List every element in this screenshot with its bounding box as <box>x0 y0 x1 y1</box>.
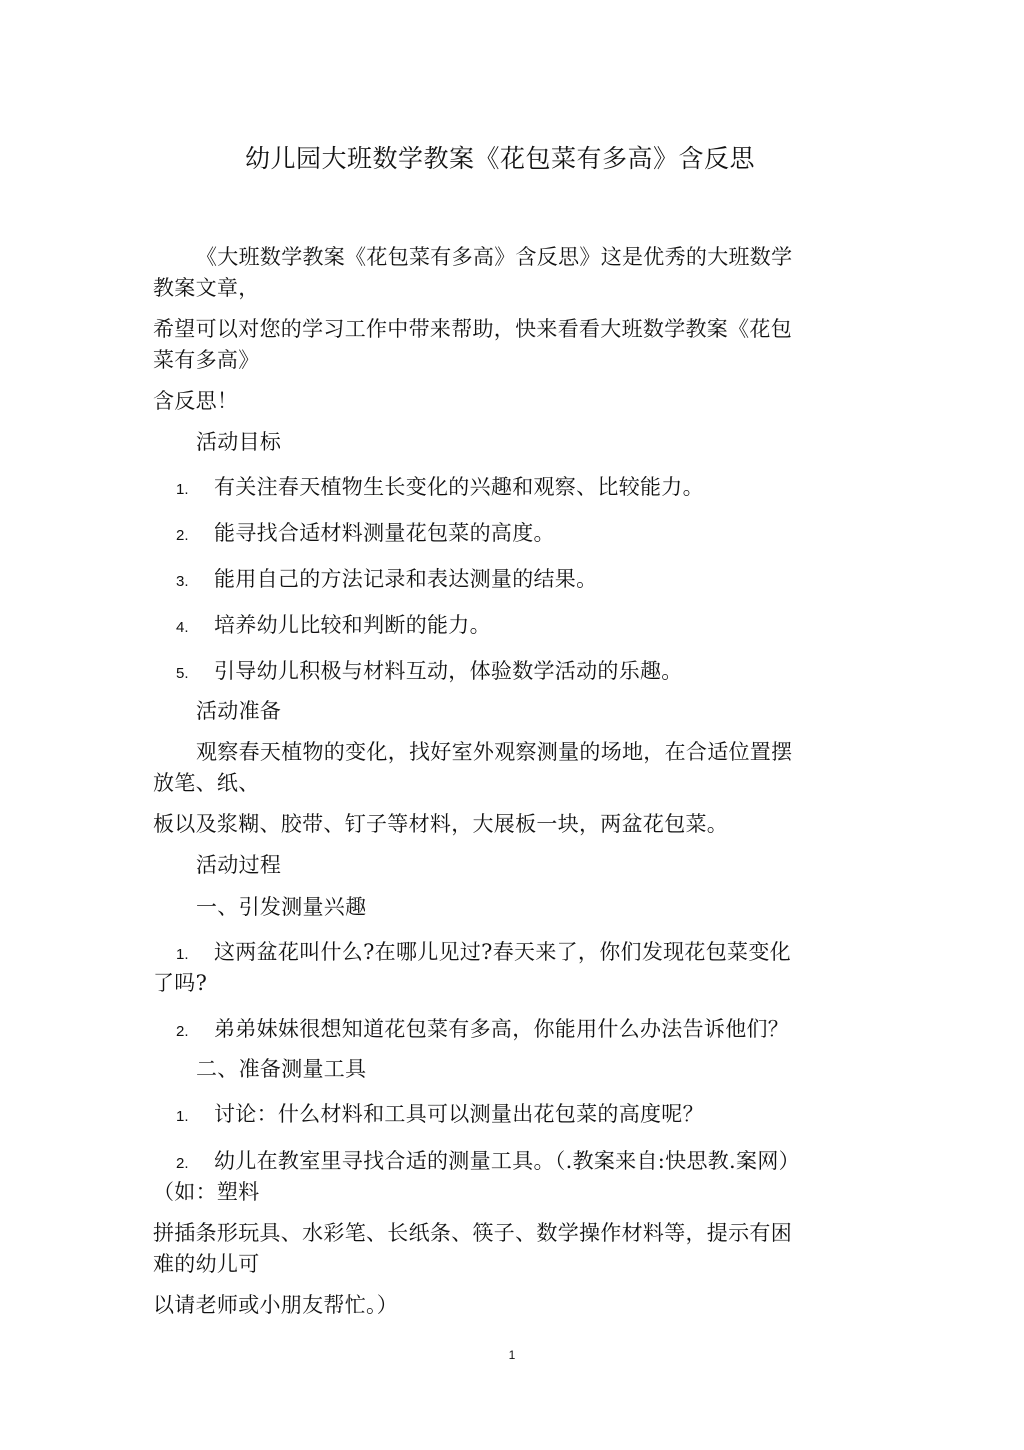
page-number: 1 <box>508 1348 516 1362</box>
process-item: 以请老师或小朋友帮忙。） <box>153 1293 399 1317</box>
process-item: 拼插条形玩具、水彩笔、长纸条、筷子、数学操作材料等，提示有困 <box>153 1221 792 1245</box>
section-heading: 二、准备测量工具 <box>196 1057 367 1081</box>
intro-line: 《大班数学教案《花包菜有多高》含反思》这是优秀的大班数学 <box>196 245 793 269</box>
process-heading: 活动过程 <box>196 853 282 877</box>
process-number: 1. <box>176 1108 189 1125</box>
process-number: 2. <box>176 1023 189 1040</box>
goal-item: 培养幼儿比较和判断的能力。 <box>214 613 491 637</box>
goal-number: 1. <box>176 481 189 498</box>
goal-number: 5. <box>176 665 189 682</box>
process-item: 这两盆花叫什么?在哪儿见过?春天来了，你们发现花包菜变化 <box>214 940 791 964</box>
prep-line: 放笔、纸、 <box>153 771 260 795</box>
prep-line: 板以及浆糊、胶带、钉子等材料，大展板一块，两盆花包菜。 <box>153 812 729 836</box>
intro-line: 菜有多高》 <box>153 348 260 372</box>
process-number: 1. <box>176 946 189 963</box>
process-item: 了吗? <box>153 971 208 995</box>
process-item: 难的幼儿可 <box>153 1252 260 1276</box>
prep-heading: 活动准备 <box>196 699 282 723</box>
goal-item: 能用自己的方法记录和表达测量的结果。 <box>214 567 598 591</box>
goal-number: 4. <box>176 619 189 636</box>
goal-item: 引导幼儿积极与材料互动，体验数学活动的乐趣。 <box>214 659 683 683</box>
goal-number: 3. <box>176 573 189 590</box>
prep-line: 观察春天植物的变化，找好室外观察测量的场地，在合适位置摆 <box>196 740 793 764</box>
process-number: 2. <box>176 1155 189 1172</box>
intro-line: 含反思！ <box>153 389 239 413</box>
process-item: （如：塑料 <box>153 1180 260 1204</box>
intro-line: 希望可以对您的学习工作中带来帮助，快来看看大班数学教案《花包 <box>153 317 792 341</box>
process-item: 弟弟妹妹很想知道花包菜有多高，你能用什么办法告诉他们？ <box>214 1017 790 1041</box>
goal-number: 2. <box>176 527 189 544</box>
section-heading: 一、引发测量兴趣 <box>196 895 367 919</box>
document-title: 幼儿园大班数学教案《花包菜有多高》含反思 <box>244 144 755 173</box>
process-item: 幼儿在教室里寻找合适的测量工具。（.教案来自:快思教.案网） <box>214 1149 800 1173</box>
goal-item: 能寻找合适材料测量花包菜的高度。 <box>214 521 555 545</box>
intro-line: 教案文章， <box>153 276 260 300</box>
goals-heading: 活动目标 <box>196 430 282 454</box>
goal-item: 有关注春天植物生长变化的兴趣和观察、比较能力。 <box>214 475 704 499</box>
process-item: 讨论：什么材料和工具可以测量出花包菜的高度呢？ <box>214 1102 704 1126</box>
